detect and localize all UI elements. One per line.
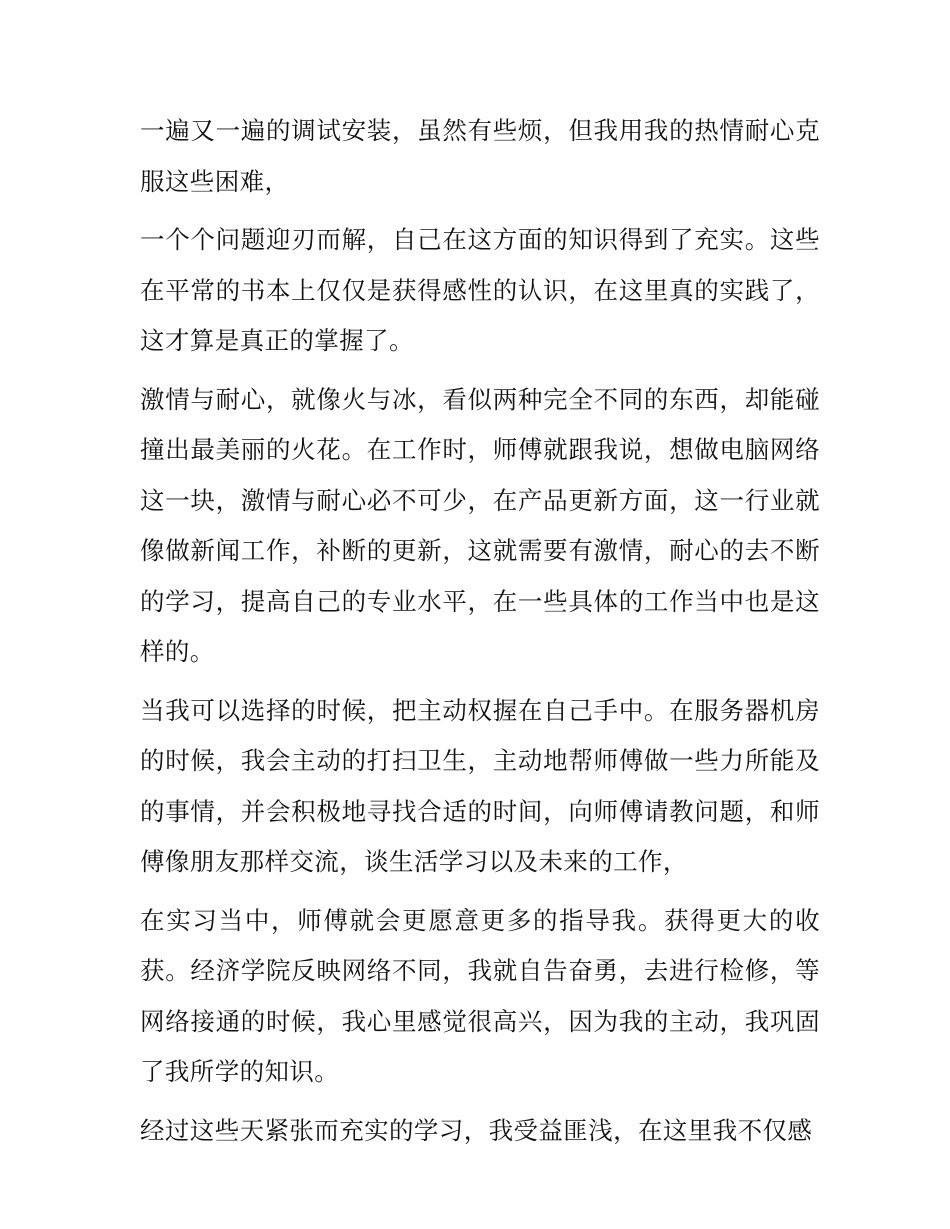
paragraph: 在实习当中，师傅就会更愿意更多的指导我。获得更大的收获。经济学院反映网络不同，我就自告奋勇，去进行检修，等网络接通的时候，我心里感觉很高兴，因为我的主动，我巩固了我所学的知识。 <box>140 905 820 1086</box>
document-body <box>140 106 820 1164</box>
paragraph: 一遍又一遍的调试安装，虽然有些烦，但我用我的热情耐心克服这些困难， <box>140 116 820 196</box>
paragraph: 激情与耐心，就像火与冰，看似两种完全不同的东西，却能碰撞出最美丽的火花。在工作时，师傅就跟我说，想做电脑网络这一块，激情与耐心必不可少，在产品更新方面，这一行业就像做新闻工作，补断的更新，这就需要有激情，耐心的去不断的学习，提高自己的专业水平，在一些具体的工作当中也是这样的。 <box>140 384 820 666</box>
paragraph: 一个个问题迎刃而解，自己在这方面的知识得到了充实。这些在平常的书本上仅仅是获得感性的认识，在这里真的实践了，这才算是真正的掌握了。 <box>140 225 820 355</box>
paragraph: 经过这些天紧张而充实的学习，我受益匪浅，在这里我不仅感 <box>140 1115 813 1145</box>
paragraph: 当我可以选择的时候，把主动权握在自己手中。在服务器机房的时候，我会主动的打扫卫生，主动地帮师傅做一些力所能及的事情，并会积极地寻找合适的时间，向师傅请教问题，和师傅像朋友那样交流，谈生活学习以及未来的工作， <box>140 695 820 876</box>
